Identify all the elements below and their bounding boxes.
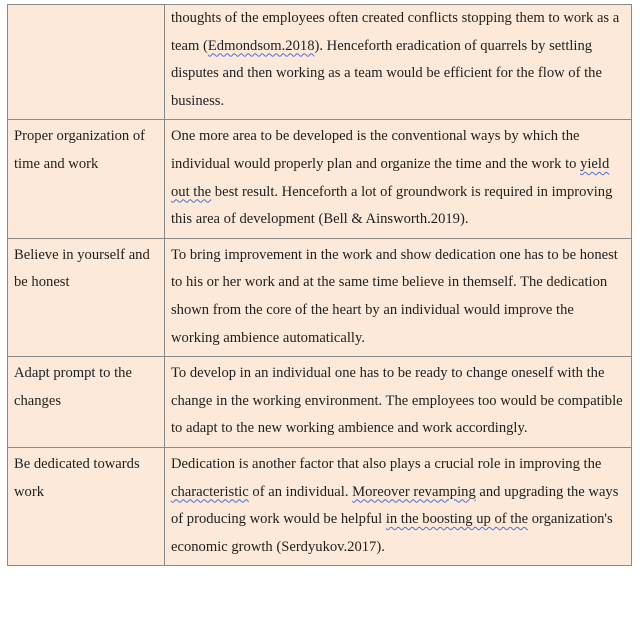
row-description [165,5,632,120]
row-label: Be dedicated towards work [8,447,165,565]
spellcheck-flagged-text[interactable]: Moreover revamping [352,483,476,500]
row-description [165,447,632,565]
text-run: and upgrading the ways of producing work would be helpful [171,483,619,528]
row-label: Believe in yourself and be honest [8,238,165,356]
text-run: One more area to be developed is the conventional ways by which the individual would properly plan and organize the time and the work to [171,128,581,172]
spellcheck-flagged-text[interactable]: characteristic [171,483,249,500]
text-run: best result. Henceforth a lot of groundwork is required in improving this area of development (Bell & Ainsworth.2019). [171,183,613,228]
row-label: Proper organization of time and work [8,120,165,238]
row-label [8,5,165,120]
spellcheck-flagged-text[interactable]: Edmondsom.2018 [207,37,315,54]
text-run: thoughts of the employees often created conflicts stopping them to work as a team ( [171,10,620,54]
row-description [165,357,632,448]
table-row [8,357,632,448]
spellcheck-flagged-text[interactable]: in the boosting up of the [385,511,529,528]
text-run: To bring improvement in the work and show dedication one has to be honest to his or her work and at the same time believe in themself. The dedication shown from the core of the heart by an individual would improve the working ambience automatically. [171,246,618,346]
text-run: ). Henceforth eradication of quarrels by settling disputes and then working as a team would be efficient for the flow of the business. [171,37,602,109]
text-run: Dedication is another factor that also plays a crucial role in improving the [171,455,602,472]
row-description [165,238,632,356]
content-table [7,4,632,566]
row-description [165,120,632,238]
table-row [8,120,632,238]
spellcheck-flagged-text[interactable]: yield out the [171,155,610,200]
row-label: Adapt prompt to the changes [8,357,165,448]
text-run: organization's economic growth (Serdyukov.2017). [171,511,613,555]
text-run: To develop in an individual one has to be ready to change oneself with the change in the working environment. The employees too would be compatible to adapt to the new working ambience and work accordingly. [171,365,623,437]
table-row [8,5,632,120]
text-run: of an individual. [248,483,353,500]
table-row [8,447,632,565]
table-row [8,238,632,356]
